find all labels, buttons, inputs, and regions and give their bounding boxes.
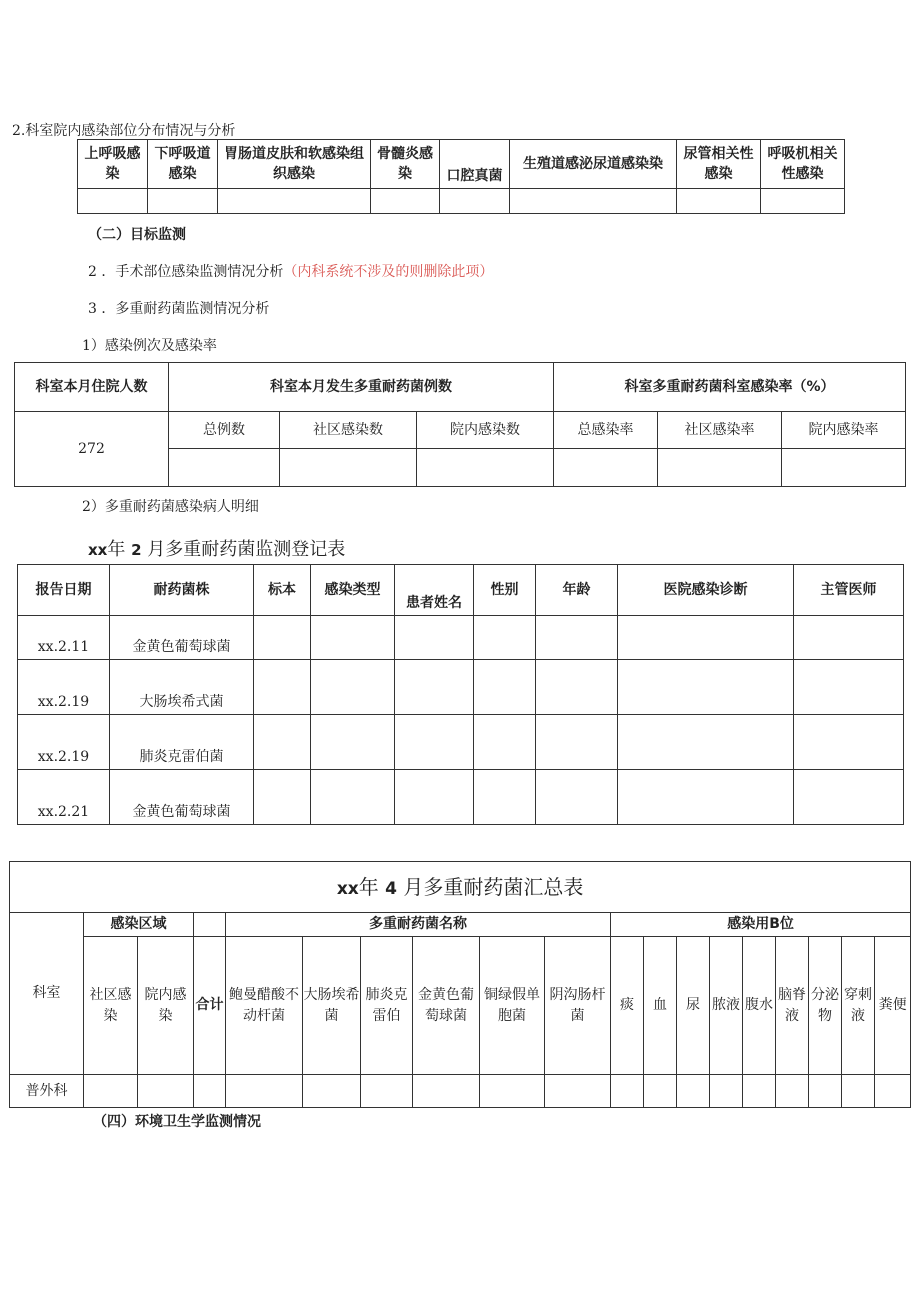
site-ascites: 腹水 (743, 937, 776, 1075)
dept-header: 科室 (10, 913, 84, 1075)
site-cell[interactable] (78, 189, 148, 214)
name-klebsiella: 肺炎克雷伯 (361, 937, 413, 1075)
cell[interactable] (254, 616, 311, 660)
names-header: 多重耐药菌名称 (226, 913, 611, 937)
cell[interactable] (194, 1075, 226, 1108)
cell[interactable] (361, 1075, 413, 1108)
sub-1-line: 1）感染例次及感染率 (82, 338, 217, 354)
site-header-ventilator: 呼吸机相关性感染 (761, 140, 845, 189)
mdro-register-table (17, 564, 904, 825)
site-cell[interactable] (218, 189, 371, 214)
rate-header: 科室多重耐药菌科室感染率（%） (554, 363, 906, 412)
header-patient-name: 患者姓名 (395, 565, 474, 616)
cell[interactable] (395, 715, 474, 770)
cell[interactable] (536, 616, 618, 660)
site-csf: 脑脊液 (776, 937, 809, 1075)
report-date: xx.2.21 (18, 770, 110, 825)
table-row (18, 660, 904, 715)
site-header-upper-resp: 上呼吸感染 (78, 140, 148, 189)
cell[interactable] (611, 1075, 644, 1108)
cell[interactable] (254, 660, 311, 715)
header-infection-type: 感染类型 (311, 565, 395, 616)
cell[interactable] (254, 715, 311, 770)
rate-cell[interactable] (658, 449, 782, 487)
site-header-catheter: 尿管相关性感染 (677, 140, 761, 189)
register-title-b: 月多重耐药菌监测登记表 (147, 539, 346, 560)
header-gender: 性别 (474, 565, 536, 616)
register-title-month: 2 (131, 541, 142, 559)
site-header-osteomyelitis: 骨髓炎感染 (371, 140, 440, 189)
cell[interactable] (875, 1075, 911, 1108)
cell[interactable] (677, 1075, 710, 1108)
cell[interactable] (311, 770, 395, 825)
community-rate-header: 社区感染率 (658, 412, 782, 449)
header-specimen: 标本 (254, 565, 311, 616)
site-cell[interactable] (510, 189, 677, 214)
cell[interactable] (474, 715, 536, 770)
cell[interactable] (809, 1075, 842, 1108)
register-title (88, 535, 345, 561)
rate-cell[interactable] (280, 449, 417, 487)
summary-title-a: 年 (358, 874, 379, 899)
infection-site-table (77, 139, 845, 214)
cases-header: 科室本月发生多重耐药菌例数 (169, 363, 554, 412)
site-header-lower-resp: 下呼吸道感染 (148, 140, 218, 189)
report-date: xx.2.19 (18, 660, 110, 715)
total-rate-header: 总感染率 (554, 412, 658, 449)
name-ecoli: 大肠埃希菌 (303, 937, 361, 1075)
item-2-text: 2 ．手术部位感染监测情况分析 (88, 264, 284, 280)
header-strain: 耐药菌株 (110, 565, 254, 616)
site-pus: 脓液 (710, 937, 743, 1075)
cell[interactable] (545, 1075, 611, 1108)
site-cell[interactable] (440, 189, 510, 214)
cell[interactable] (303, 1075, 361, 1108)
cell[interactable] (842, 1075, 875, 1108)
site-header: 感染用B位 (611, 913, 911, 937)
strain: 金黄色葡萄球菌 (110, 616, 254, 660)
cell[interactable] (474, 616, 536, 660)
site-cell[interactable] (761, 189, 845, 214)
cell[interactable] (474, 770, 536, 825)
cell[interactable] (644, 1075, 677, 1108)
cell[interactable] (618, 616, 794, 660)
cell[interactable] (536, 660, 618, 715)
cell[interactable] (618, 715, 794, 770)
cell[interactable] (395, 660, 474, 715)
site-sputum: 痰 (611, 937, 644, 1075)
header-report-date: 报告日期 (18, 565, 110, 616)
site-urine: 尿 (677, 937, 710, 1075)
cell[interactable] (138, 1075, 194, 1108)
summary-title-b: 月多重耐药菌汇总表 (403, 874, 584, 899)
cell[interactable] (395, 616, 474, 660)
cell[interactable] (311, 715, 395, 770)
site-header-gi-skin: 胃肠道皮肤和软感染组织感染 (218, 140, 371, 189)
rate-cell[interactable] (417, 449, 554, 487)
cell[interactable] (618, 770, 794, 825)
register-title-year: xx (88, 541, 108, 559)
row-dept: 普外科 (10, 1075, 84, 1108)
cell[interactable] (536, 770, 618, 825)
cell[interactable] (794, 616, 904, 660)
community-cases-header: 社区感染数 (280, 412, 417, 449)
table-row (18, 616, 904, 660)
total-cases-header: 总例数 (169, 412, 280, 449)
register-title-a: 年 (107, 539, 126, 560)
site-header-oral-fungi: 口腔真菌 (440, 140, 510, 189)
summary-title-year: xx (336, 878, 359, 899)
site-blood: 血 (644, 937, 677, 1075)
region-community: 社区感染 (84, 937, 138, 1075)
cell[interactable] (536, 715, 618, 770)
mdro-rate-table (14, 362, 906, 487)
site-puncture: 穿刺液 (842, 937, 875, 1075)
table-row (18, 715, 904, 770)
blank-header (194, 913, 226, 937)
cell[interactable] (311, 660, 395, 715)
rate-cell[interactable] (554, 449, 658, 487)
cell[interactable] (254, 770, 311, 825)
site-cell[interactable] (371, 189, 440, 214)
cell[interactable] (480, 1075, 545, 1108)
header-age: 年龄 (536, 565, 618, 616)
hospital-cases-header: 院内感染数 (417, 412, 554, 449)
cell[interactable] (311, 616, 395, 660)
site-header-genital-urinary: 生殖道感泌尿道感染染 (510, 140, 677, 189)
section-4-title: （四）环境卫生学监测情况 (93, 1114, 261, 1130)
cell[interactable] (84, 1075, 138, 1108)
summary-title (10, 862, 911, 913)
name-staph: 金黄色葡萄球菌 (413, 937, 480, 1075)
site-feces: 粪便 (875, 937, 911, 1075)
cell[interactable] (395, 770, 474, 825)
cell[interactable] (413, 1075, 480, 1108)
cell[interactable] (776, 1075, 809, 1108)
rate-cell[interactable] (782, 449, 906, 487)
hospital-rate-header: 院内感染率 (782, 412, 906, 449)
site-secretion: 分泌物 (809, 937, 842, 1075)
cell[interactable] (710, 1075, 743, 1108)
section-2-title: 2.科室院内感染部位分布情况与分析 (12, 123, 236, 139)
sub-2-line: 2）多重耐药菌感染病人明细 (82, 499, 259, 515)
rate-cell[interactable] (169, 449, 280, 487)
inpatients-header: 科室本月住院人数 (15, 363, 169, 412)
name-enterobacter: 阴沟肠杆菌 (545, 937, 611, 1075)
cell[interactable] (226, 1075, 303, 1108)
strain: 大肠埃希式菌 (110, 660, 254, 715)
cell[interactable] (794, 715, 904, 770)
cell[interactable] (618, 660, 794, 715)
header-physician: 主管医师 (794, 565, 904, 616)
target-monitoring-title: （二）目标监测 (88, 227, 186, 243)
cell[interactable] (474, 660, 536, 715)
total-header: 合计 (194, 937, 226, 1075)
cell[interactable] (794, 660, 904, 715)
region-header: 感染区域 (84, 913, 194, 937)
inpatients-value: 272 (15, 412, 169, 487)
cell[interactable] (794, 770, 904, 825)
strain: 肺炎克雷伯菌 (110, 715, 254, 770)
name-acinetobacter: 鲍曼醋酸不动杆菌 (226, 937, 303, 1075)
header-diagnosis: 医院感染诊断 (618, 565, 794, 616)
mdro-summary-table (9, 861, 911, 1108)
name-pseudomonas: 铜绿假单胞菌 (480, 937, 545, 1075)
cell[interactable] (743, 1075, 776, 1108)
report-date: xx.2.19 (18, 715, 110, 770)
table-row (18, 770, 904, 825)
site-cell[interactable] (148, 189, 218, 214)
item-3-line: 3 ．多重耐药菌监测情况分析 (88, 301, 270, 317)
strain: 金黄色葡萄球菌 (110, 770, 254, 825)
region-hospital: 院内感染 (138, 937, 194, 1075)
site-cell[interactable] (677, 189, 761, 214)
summary-title-month: 4 (385, 878, 397, 899)
report-date: xx.2.11 (18, 616, 110, 660)
item-2-note: （内科系统不涉及的则删除此项） (283, 264, 494, 280)
item-2-line (88, 261, 493, 281)
